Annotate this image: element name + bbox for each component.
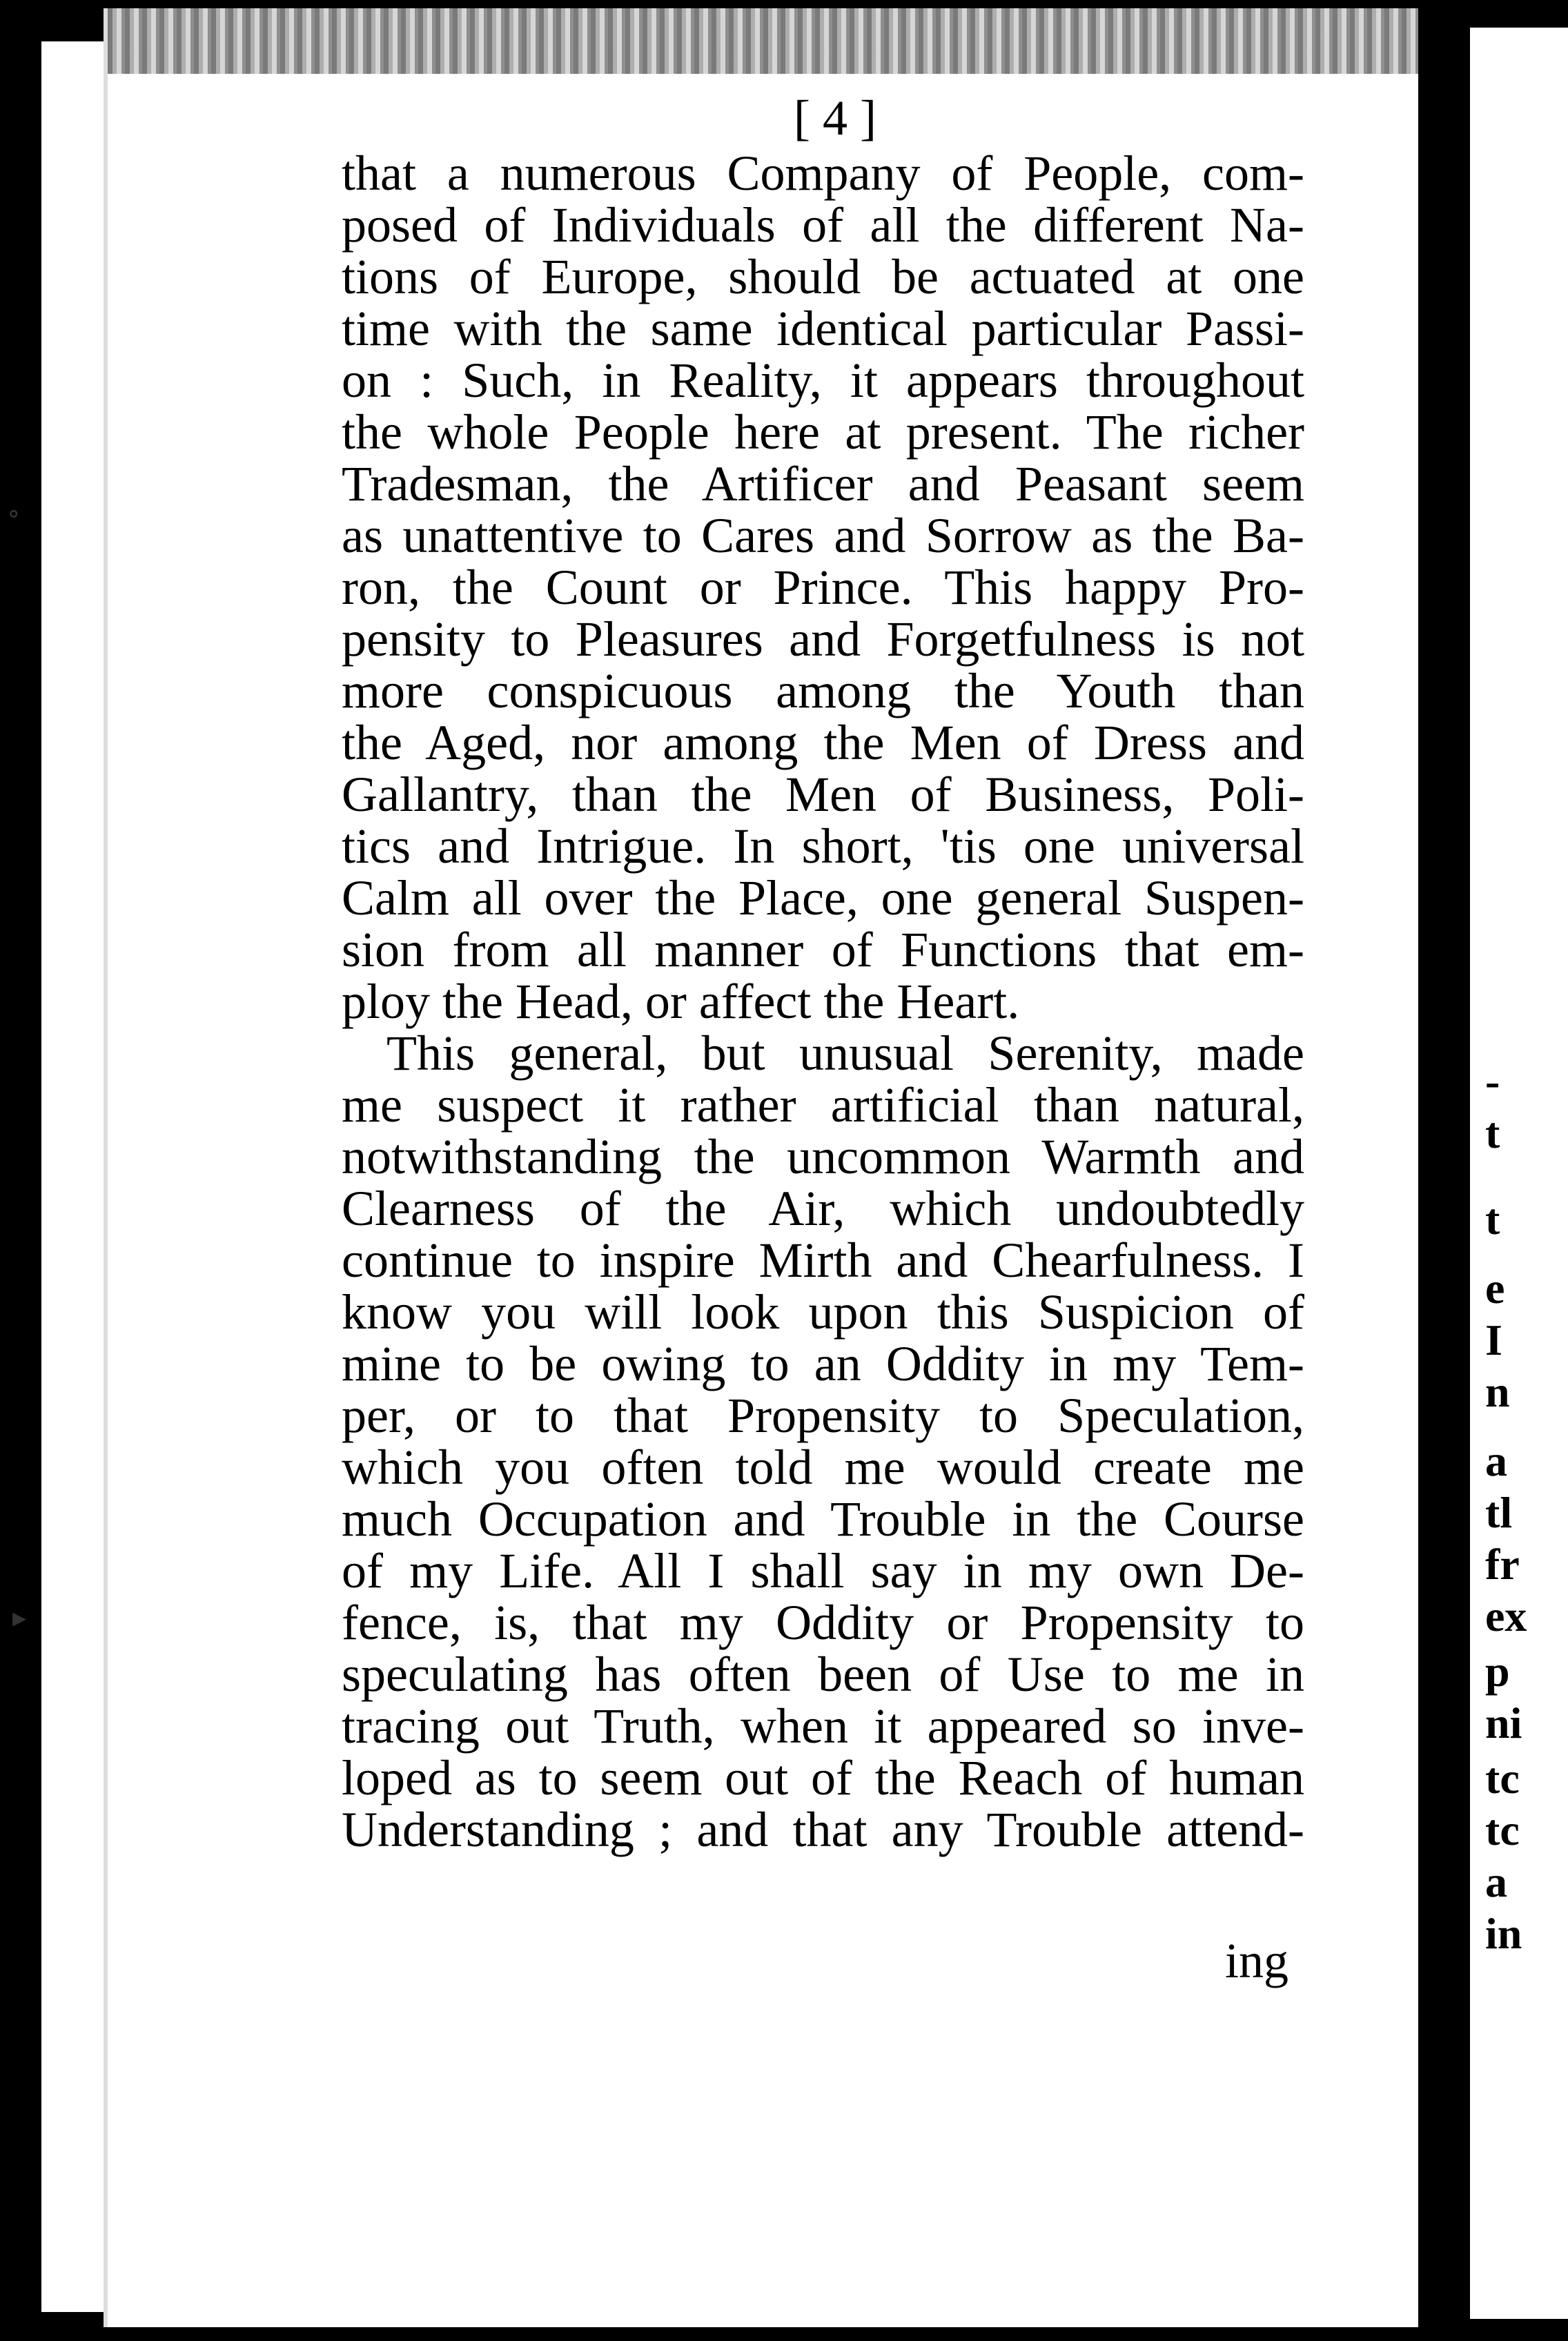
text-line: sion from all manner of Functions that em-	[342, 922, 1304, 977]
catchword: ing	[1225, 1933, 1289, 1988]
text-line: more conspicuous among the Youth than	[342, 663, 1304, 718]
text-line: know you will look upon this Suspicion of	[342, 1284, 1304, 1340]
text-line: continue to inspire Mirth and Chearfulness. I	[342, 1233, 1304, 1288]
text-line: Understanding ; and that any Trouble attend-	[342, 1802, 1304, 1857]
adjacent-page-letter: tc	[1485, 1754, 1520, 1803]
text-line: loped as to seem out of the Reach of human	[342, 1750, 1304, 1805]
gutter-shadow	[1418, 0, 1470, 2341]
scan-speck: ∘	[7, 498, 21, 529]
text-line: Clearness of the Air, which undoubtedly	[342, 1181, 1304, 1236]
adjacent-page-letter: t	[1485, 1108, 1500, 1157]
adjacent-page-letter: tc	[1485, 1805, 1520, 1854]
text-line: per, or to that Propensity to Speculation,	[342, 1388, 1304, 1443]
adjacent-page-letter: e	[1485, 1264, 1505, 1313]
adjacent-page-letter: fr	[1485, 1540, 1520, 1589]
text-line: ploy the Head, or affect the Heart.	[342, 974, 1020, 1029]
text-line: fence, is, that my Oddity or Propensity to	[342, 1595, 1304, 1650]
text-line: time with the same identical particular Passi-	[342, 301, 1304, 356]
text-line: This general, but unusual Serenity, made	[386, 1026, 1304, 1081]
text-line: Gallantry, than the Men of Business, Poli-	[342, 767, 1304, 822]
adjacent-page-letter: tl	[1485, 1488, 1513, 1537]
text-line: Calm all over the Place, one general Suspen-	[342, 870, 1304, 925]
page-number: [ 4 ]	[794, 90, 876, 146]
text-line: mine to be owing to an Oddity in my Tem-	[342, 1336, 1304, 1391]
text-line: tions of Europe, should be actuated at one	[342, 249, 1304, 304]
text-line: posed of Individuals of all the different Na-	[342, 197, 1304, 253]
text-line: tracing out Truth, when it appeared so inve-	[342, 1698, 1304, 1754]
adjacent-page-letter: t	[1485, 1195, 1500, 1244]
adjacent-page-letter: ex	[1485, 1591, 1527, 1640]
adjacent-page-letter: -	[1485, 1057, 1500, 1106]
text-line: which you often told me would create me	[342, 1440, 1304, 1495]
text-line: of my Life. All I shall say in my own De-	[342, 1543, 1304, 1598]
left-scan-border	[0, 0, 104, 2341]
adjacent-page-letter: a	[1485, 1436, 1507, 1485]
adjacent-page-letter: in	[1485, 1909, 1522, 1958]
text-line: tics and Intrigue. In short, 'tis one universal	[342, 819, 1304, 874]
text-line: much Occupation and Trouble in the Course	[342, 1491, 1304, 1547]
text-line: as unattentive to Cares and Sorrow as the Ba-	[342, 508, 1304, 563]
text-line: notwithstanding the uncommon Warmth and	[342, 1129, 1304, 1184]
text-line: the Aged, nor among the Men of Dress and	[342, 715, 1304, 770]
text-line: Tradesman, the Artificer and Peasant seem	[342, 456, 1304, 511]
adjacent-page-letter: n	[1485, 1367, 1510, 1416]
text-line: that a numerous Company of People, com-	[342, 146, 1304, 201]
adjacent-page-letter: a	[1485, 1857, 1507, 1906]
adjacent-page-letter: ni	[1485, 1698, 1522, 1747]
text-line: ron, the Count or Prince. This happy Pro-	[342, 560, 1304, 615]
text-line: on : Such, in Reality, it appears throughout	[342, 353, 1304, 408]
text-line: the whole People here at present. The richer	[342, 404, 1304, 460]
text-line: me suspect it rather artificial than natural,	[342, 1077, 1304, 1133]
adjacent-page-fragment	[1470, 28, 1568, 2319]
text-line: pensity to Pleasures and Forgetfulness is not	[342, 611, 1304, 667]
adjacent-page-letter: I	[1485, 1315, 1502, 1364]
text-line: speculating has often been of Use to me in	[342, 1647, 1304, 1702]
adjacent-page-letter: p	[1485, 1647, 1510, 1696]
scan-speck: ▸	[12, 1602, 27, 1633]
